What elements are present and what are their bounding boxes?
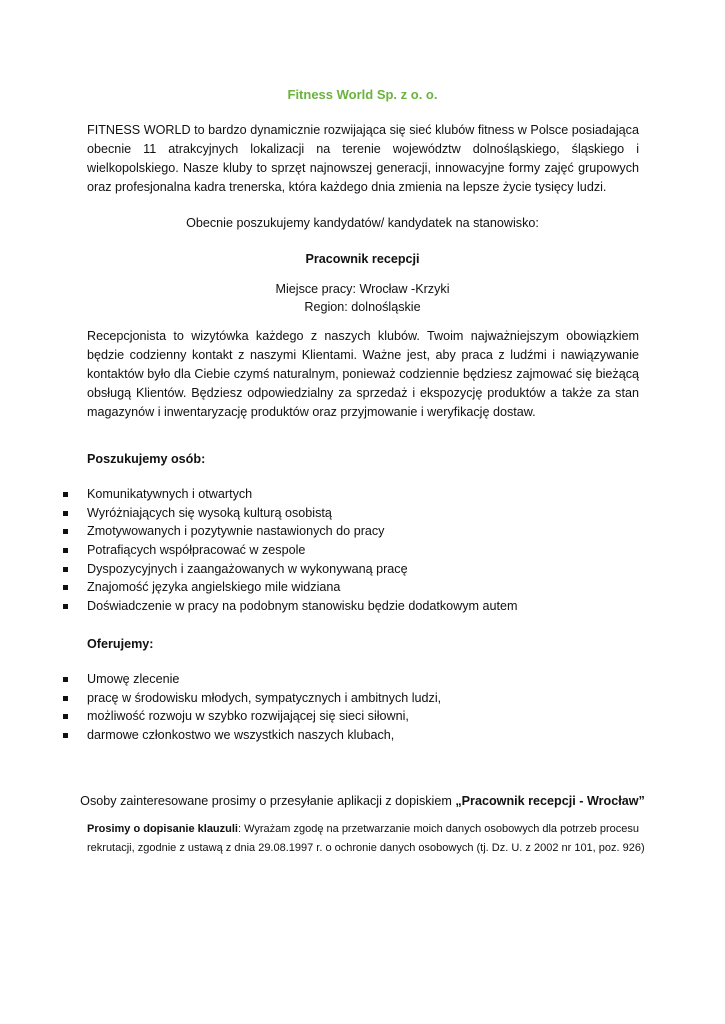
clause-label: Prosimy o dopisanie klauzuli [87, 823, 238, 835]
list-item: Potrafiących współpracować w zespole [0, 541, 700, 560]
list-item: Znajomość języka angielskiego mile widziana [0, 578, 700, 597]
company-name: Fitness World Sp. z o. o. [287, 87, 438, 102]
closing-line [0, 794, 725, 808]
position-title: Pracownik recepcji [305, 252, 420, 266]
bullet-icon [63, 714, 68, 719]
list-item: darmowe członkostwo we wszystkich naszych klubach, [0, 726, 700, 745]
requirements-heading: Poszukujemy osób: [87, 452, 206, 466]
bullet-icon [63, 604, 68, 609]
application-tag: „Pracownik recepcji - Wrocław” [455, 794, 645, 808]
list-item: Doświadczenie w pracy na podobnym stanowisku będzie dodatkowym autem [0, 597, 700, 616]
bullet-icon [63, 567, 68, 572]
intro-paragraph: FITNESS WORLD to bardzo dynamicznie rozwijająca się sieć klubów fitness w Polsce posiadająca obecnie 11 atrakcyjnych lokalizacji na terenie województw dolnośląskiego, śląskiego i wielkopolskiego. Nasze kluby to sprzęt najnowszej generacji, innowacyjne formy zajęć grupowych oraz profesjonalna kadra trenerska, która każdego dnia zmienia na lepsze życie tysięcy ludzi. [87, 123, 639, 194]
clause-text: : Wyrażam zgodę na przetwarzanie moich danych osobowych dla potrzeb procesu rekrutacji, zgodnie z ustawą z dnia 29.08.1997 r. o ochronie danych osobowych (tj. Dz. U. z 2002 nr 101, poz. 926) [87, 823, 645, 854]
bullet-icon [63, 585, 68, 590]
bullet-icon [63, 733, 68, 738]
seeking-line: Obecnie poszukujemy kandydatów/ kandydatek na stanowisko: [186, 216, 539, 230]
bullet-icon [63, 529, 68, 534]
list-item: Wyróżniających się wysoką kulturą osobistą [0, 504, 700, 523]
list-item: Zmotywowanych i pozytywnie nastawionych do pracy [0, 522, 700, 541]
closing-text: Osoby zainteresowane prosimy o przesyłanie aplikacji z dopiskiem [80, 794, 456, 808]
bullet-icon [63, 511, 68, 516]
bullet-icon [63, 696, 68, 701]
list-item: pracę w środowisku młodych, sympatycznych i ambitnych ludzi, [0, 689, 700, 708]
consent-clause [87, 820, 647, 858]
offer-list [0, 670, 700, 745]
list-item: Komunikatywnych i otwartych [0, 485, 700, 504]
list-item: Umowę zlecenie [0, 670, 700, 689]
list-item: Dyspozycyjnych i zaangażowanych w wykonywaną pracę [0, 560, 700, 579]
work-location: Miejsce pracy: Wrocław -Krzyki [275, 282, 450, 296]
offer-heading: Oferujemy: [87, 637, 154, 651]
bullet-icon [63, 492, 68, 497]
bullet-icon [63, 548, 68, 553]
job-description: Recepcjonista to wizytówka każdego z naszych klubów. Twoim najważniejszym obowiązkiem będzie codzienny kontakt z naszymi Klientami. Ważne jest, aby praca z ludźmi i nawiązywanie kontaktów było dla Ciebie czymś naturalnym, ponieważ codziennie będziesz zajmować się bieżącą obsługą Klientów. Będziesz odpowiedzialny za sprzedaż i ekspozycję produktów a także za stan magazynów i inwentaryzację produktów oraz przyjmowanie i weryfikację dostaw. [87, 329, 639, 419]
bullet-icon [63, 677, 68, 682]
requirements-list [0, 485, 700, 616]
work-region: Region: dolnośląskie [304, 300, 421, 314]
list-item: możliwość rozwoju w szybko rozwijającej się sieci siłowni, [0, 707, 700, 726]
